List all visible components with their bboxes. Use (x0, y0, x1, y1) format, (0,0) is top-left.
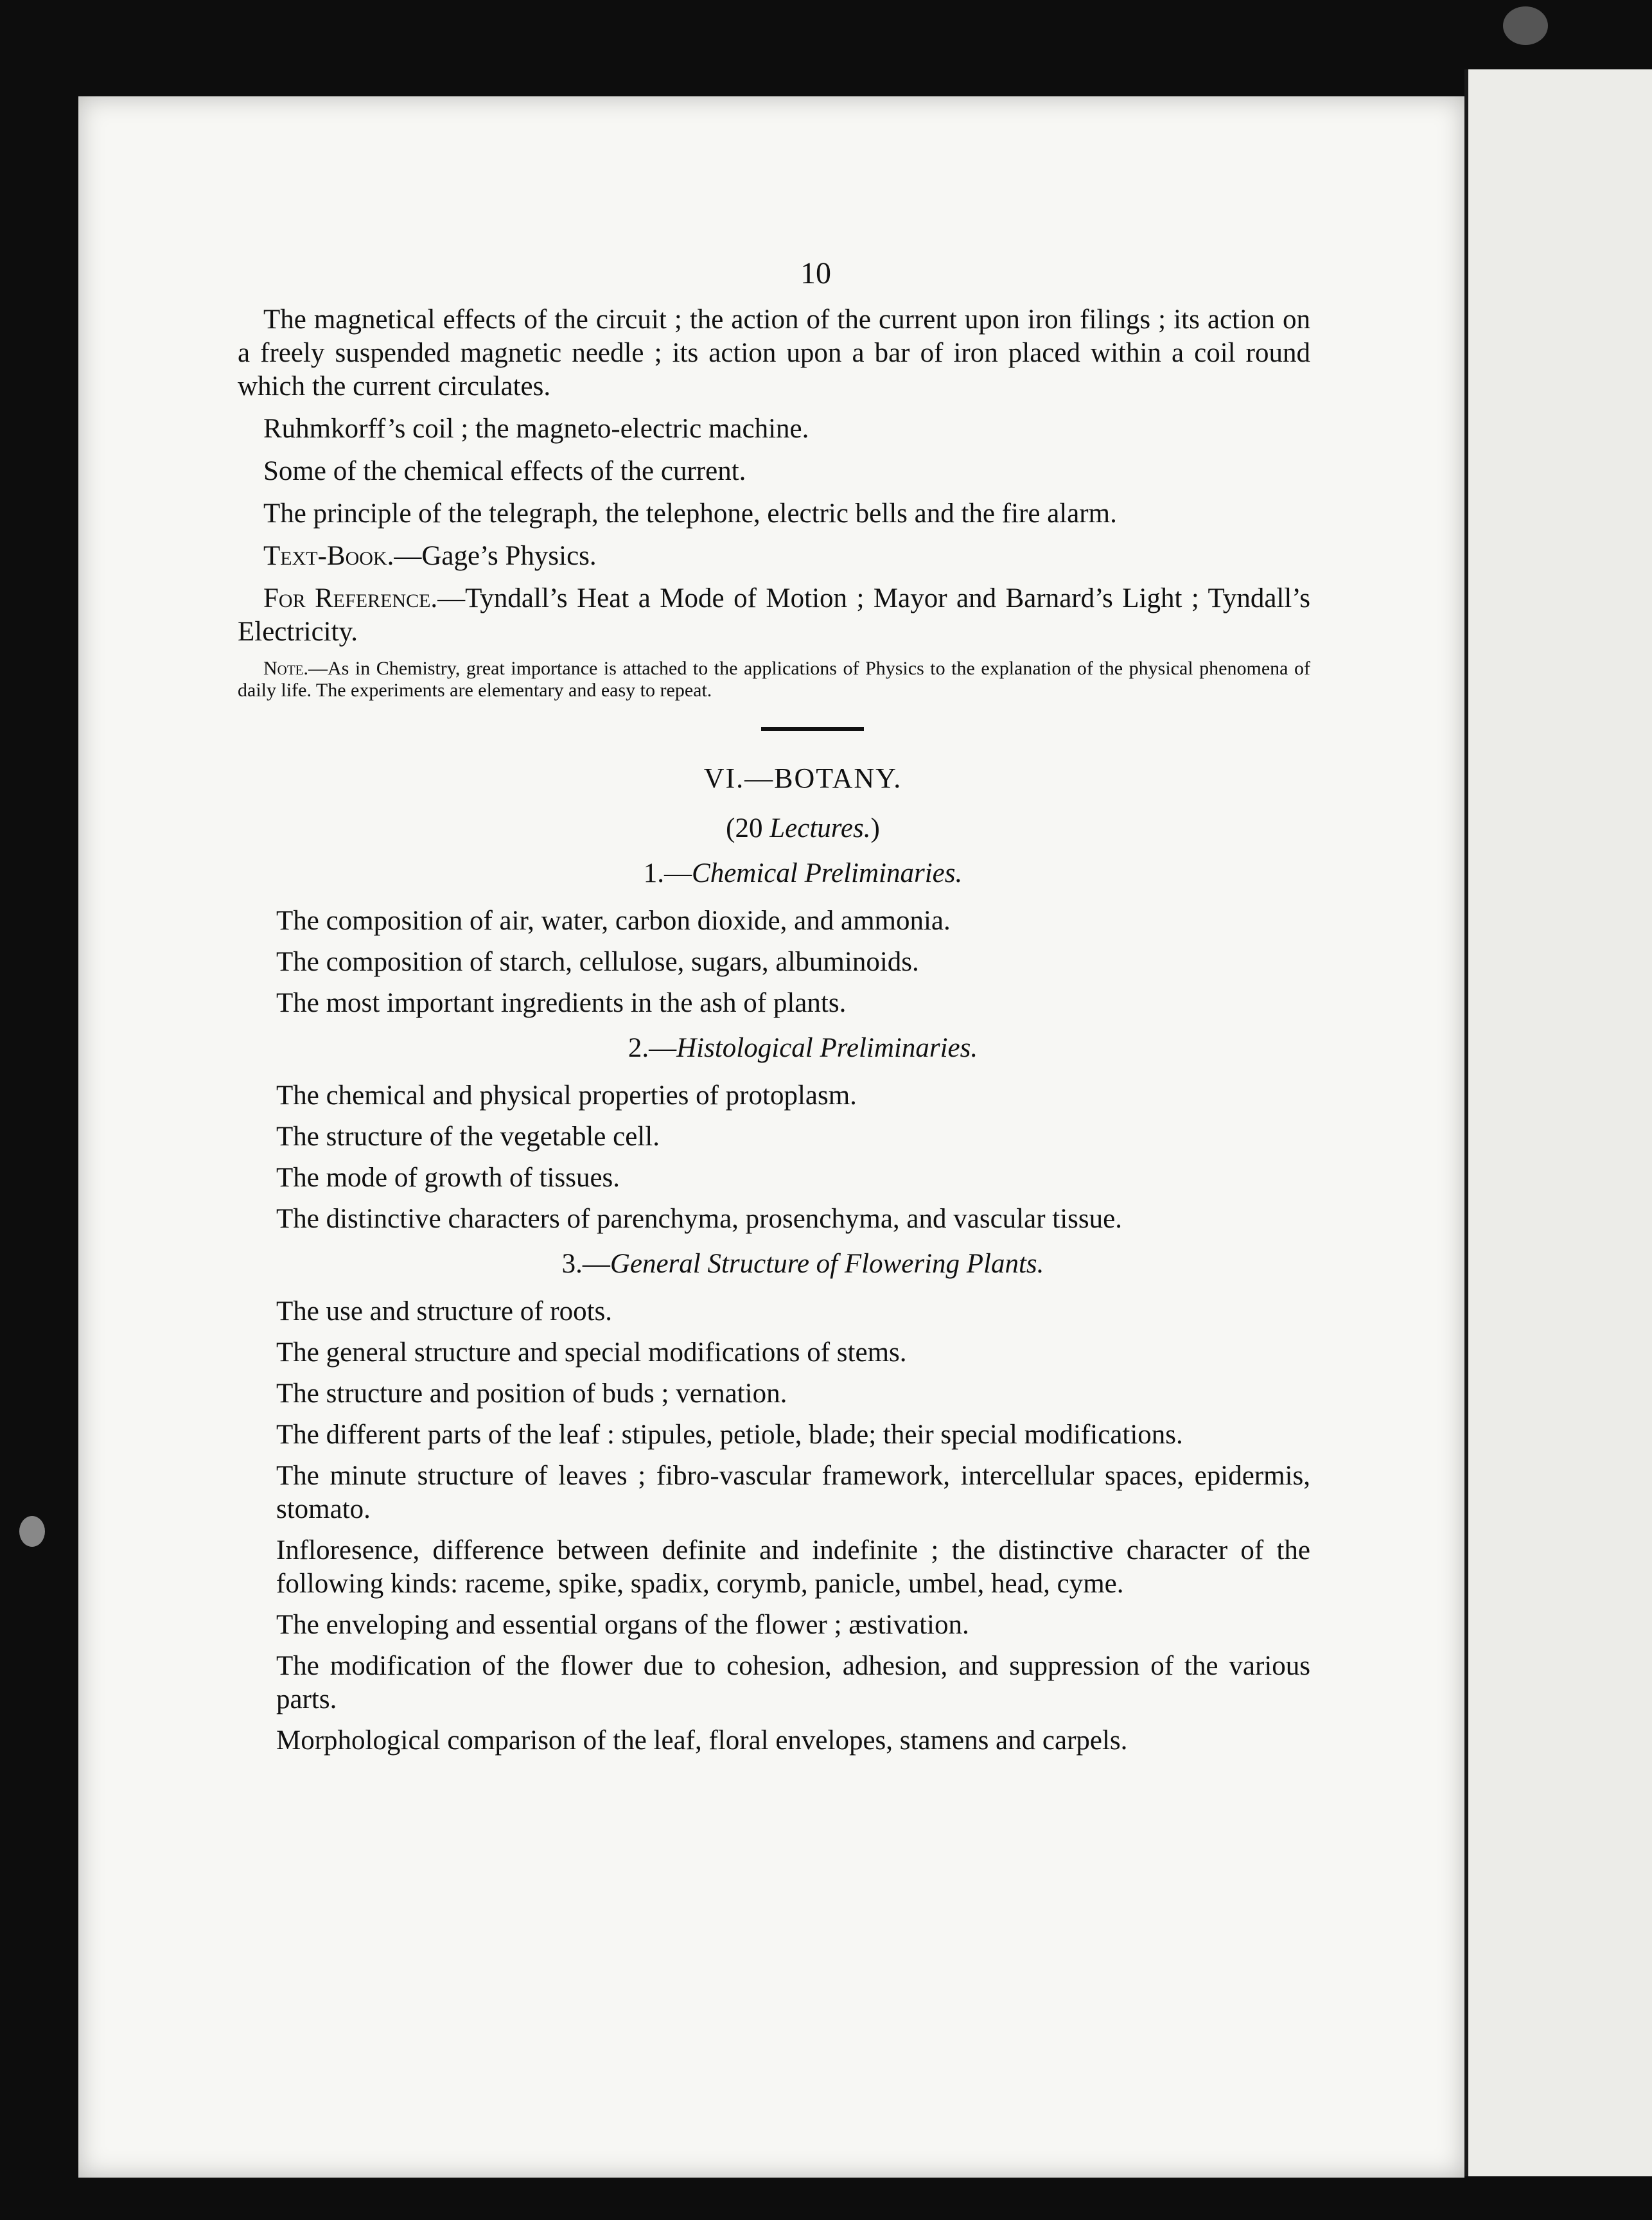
list-item: The chemical and physical properties of protoplasm. (276, 1080, 857, 1111)
list-item: The composition of air, water, carbon dioxide, and ammonia. (276, 906, 951, 936)
subsection-body-1 (238, 904, 1310, 1020)
intro-paragraph: The principle of the telegraph, the telephone, electric bells and the fire alarm. (263, 498, 1117, 529)
list-item: The use and structure of roots. (276, 1296, 613, 1326)
note-label: Note. (263, 658, 308, 679)
subsection-body-3 (238, 1295, 1310, 1758)
subsection-title: Chemical Preliminaries. (692, 858, 963, 888)
list-item: Morphological comparison of the leaf, floral envelopes, stamens and carpels. (276, 1725, 1128, 1756)
text-book-line (238, 540, 1310, 573)
list-item: The composition of starch, cellulose, sugars, albuminoids. (276, 947, 919, 977)
intro-paragraph: Ruhmkorff’s coil ; the magneto-electric machine. (263, 414, 809, 444)
lecture-count-close: ) (870, 813, 880, 843)
page-number: 10 (800, 256, 831, 290)
intro-paragraph: The magnetical effects of the circuit ; the action of the current upon iron filings ; its action on a freely suspended magnetic needle ; its action upon a bar of iron placed within a coil round which the current circulates. (238, 304, 1310, 401)
intro-paragraph: Some of the chemical effects of the current. (263, 456, 746, 486)
note-text: —As in Chemistry, great importance is attached to the applications of Physics to the explanation of the physical phenomena of daily life. The experiments are elementary and easy to repeat. (238, 658, 1310, 701)
section-title: VI.—BOTANY. (703, 762, 902, 794)
subsection-heading-2 (238, 1032, 1310, 1065)
list-item: The structure and position of buds ; vernation. (276, 1379, 787, 1409)
lecture-count-label: Lectures. (769, 813, 871, 843)
list-item: The distinctive characters of parenchyma, prosenchyma, and vascular tissue. (276, 1204, 1122, 1234)
list-item: The different parts of the leaf : stipules, petiole, blade; their special modifications. (276, 1420, 1183, 1450)
for-reference-label: For Reference. (263, 583, 438, 613)
subsection-body-2 (238, 1079, 1310, 1236)
subsection-number: 2.— (628, 1033, 677, 1063)
subsection-title: Histological Preliminaries. (676, 1033, 978, 1063)
intro-section (238, 303, 1310, 701)
list-item: The most important ingredients in the ash of plants. (276, 988, 847, 1018)
subsection-number: 3.— (561, 1249, 610, 1279)
subsection-heading-3 (238, 1247, 1310, 1281)
note-paragraph (238, 658, 1310, 701)
list-item: The modification of the flower due to cohesion, adhesion, and suppression of the various parts. (276, 1651, 1310, 1714)
section-divider (761, 727, 864, 731)
list-item: The structure of the vegetable cell. (276, 1122, 660, 1152)
list-item: Infloresence, difference between definite and indefinite ; the distinctive character of the following kinds: raceme, spike, spadix, corymb, panicle, umbel, head, cyme. (276, 1535, 1310, 1599)
list-item: The enveloping and essential organs of the flower ; æstivation. (276, 1610, 969, 1640)
subsection-heading-1 (238, 857, 1310, 890)
scan-speck (1503, 6, 1548, 45)
lecture-count (238, 812, 1310, 845)
for-reference-text: —Tyndall’s Heat a Mode of Motion ; Mayor and Barnard’s Light ; Tyndall’s Electricity. (238, 583, 1310, 647)
text-book-text: —Gage’s Physics. (394, 541, 597, 571)
scan-speck (19, 1516, 45, 1547)
list-item: The general structure and special modifications of stems. (276, 1337, 907, 1368)
lecture-count-open: (20 (726, 813, 770, 843)
subsection-title: General Structure of Flowering Plants. (610, 1249, 1044, 1279)
for-reference-line (238, 582, 1310, 649)
page-content (238, 257, 1310, 1765)
list-item: The mode of growth of tissues. (276, 1163, 620, 1193)
list-item: The minute structure of leaves ; fibro-vascular framework, intercellular spaces, epidermis, stomato. (276, 1461, 1310, 1524)
facing-page-edge (1464, 69, 1652, 2176)
subsection-number: 1.— (643, 858, 692, 888)
text-book-label: Text-Book. (263, 541, 394, 571)
